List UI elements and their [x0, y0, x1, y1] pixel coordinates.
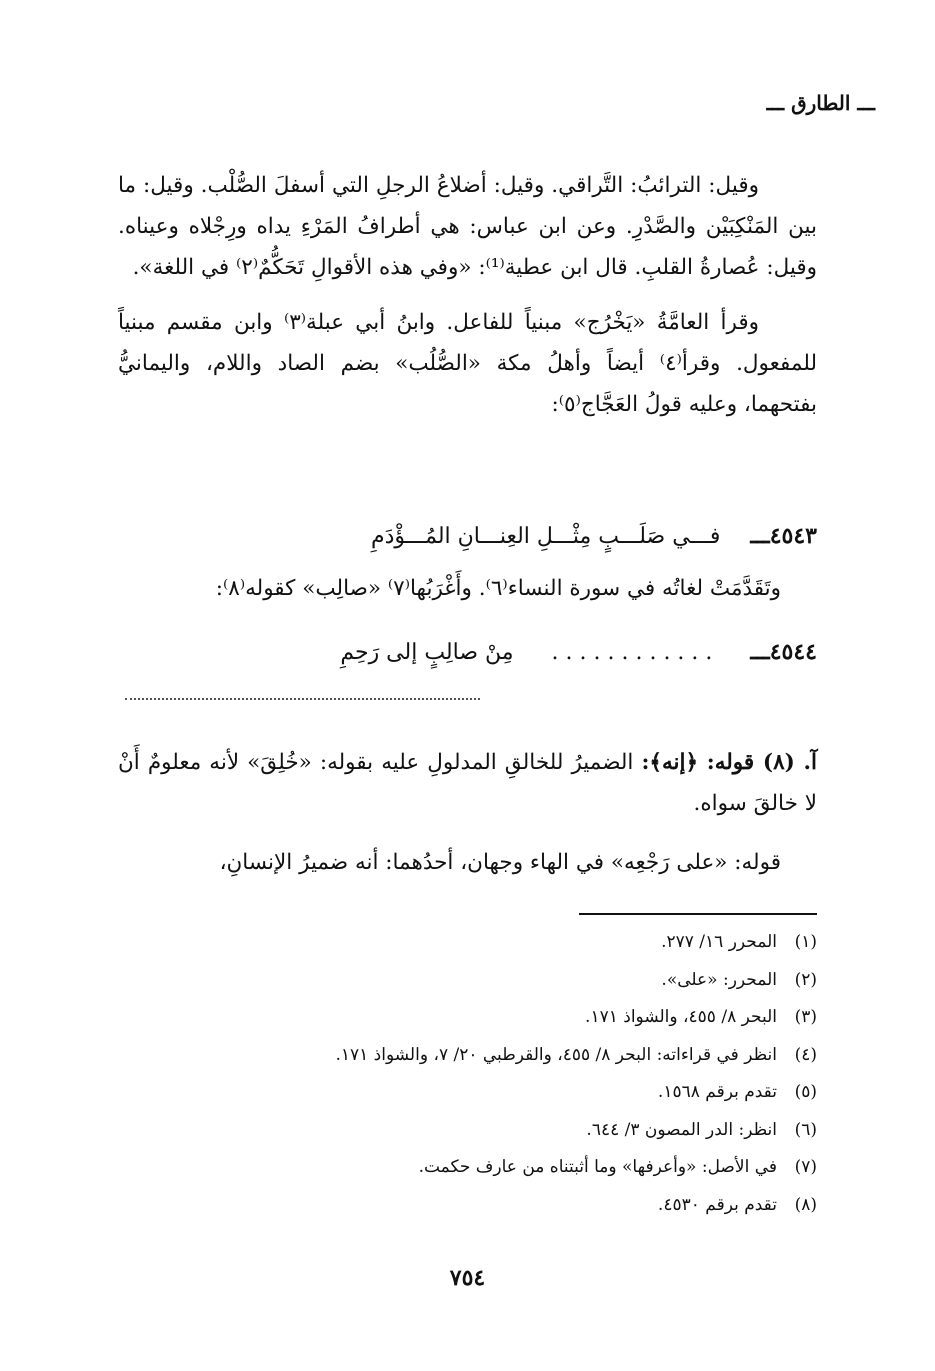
footnote-number: (٧) [794, 1157, 817, 1177]
footnotes-list [118, 924, 817, 1224]
footnote-item [118, 1112, 817, 1150]
ayah-reference: آ. (٨) قوله: ﴿إنه﴾: [641, 750, 817, 775]
after-verse-line [118, 568, 817, 609]
footnote-number: (٢) [794, 969, 817, 990]
footnote-text: انظر في قراءاته: البحر ٨/ ٤٥٥، والقرطبي ٢٠/ ٧، والشواذ ١٧١. [335, 1044, 777, 1065]
footnote-item [118, 924, 817, 962]
running-header: ـــ الطارق ـــ [766, 91, 875, 115]
verse-number: ٤٥٤٤ـــ [750, 639, 817, 665]
commentary-section [118, 742, 817, 883]
footnote-item [118, 999, 817, 1037]
main-text [118, 165, 817, 425]
verse-text: فـــي صَلَـــبٍ مِثْـــلِ العِنـــانِ المُـــؤْدَمِ [370, 524, 721, 549]
footnote-item [118, 1187, 817, 1225]
paragraph-lughat: وتَقَدَّمَتْ لغاتُه في سورة النساء⁽٦⁾. وأَغْرَبُها⁽٧⁾ «صالِب» كقوله⁽٨⁾: [215, 576, 781, 601]
paragraph-innahu [118, 742, 817, 824]
verse-dots: . . . . . . . . . . . . [551, 640, 713, 665]
paragraph-taraib: وقيل: الترائبُ: التَّراقي. وقيل: أضلاعُ الرجلِ التي أسفلَ الصُّلْب. وقيل: ما بين المَنْكِبَيْن والصَّدْرِ. وعن ابن عباس: هي أطرافُ المَرْءِ يداه ورِجْلاه وعيناه. وقيل: عُصارةُ القلبِ. قال ابن عطية⁽¹⁾: «وفي هذه الأقوالِ تَحَكُّمٌ⁽٢⁾ في اللغة». [118, 173, 817, 280]
footnote-item [118, 962, 817, 1000]
footnote-number: (٦) [794, 1119, 817, 1140]
dotted-separator [125, 698, 480, 700]
footnote-text: المحرر ١٦/ ٢٧٧. [661, 932, 777, 952]
footnote-number: (٤) [794, 1044, 817, 1065]
footnote-item [118, 1074, 817, 1112]
footnote-text: المحرر: «على». [661, 969, 777, 990]
footnote-text: انظر: الدر المصون ٣/ ٦٤٤. [586, 1119, 777, 1140]
paragraph-rajih: قوله: «على رَجْعِه» في الهاء وجهان، أحدُهما: أنه ضميرُ الإنسانِ، [219, 850, 781, 875]
verse-text: مِنْ صالِبٍ إلى رَحِمِ [340, 640, 514, 665]
footnote-number: (١) [794, 932, 817, 952]
footnote-number: (٣) [794, 1007, 817, 1027]
footnote-text: البحر ٨/ ٤٥٥، والشواذ ١٧١. [585, 1007, 777, 1027]
footnote-number: (٨) [794, 1194, 817, 1215]
paragraph-qiraat: وقرأ العامَّةُ «يَخْرُج» مبنياً للفاعل. وابنُ أبي عبلة⁽٣⁾ وابن مقسم مبنياً للمفعول. وقرأ⁽٤⁾ أيضاً وأهلُ مكة «الصُّلُب» بضم الصاد واللام، واليمانيُّ بفتحهما، وعليه قولُ العَجَّاج⁽٥⁾: [118, 310, 818, 417]
footnote-text: في الأصل: «وأعرفها» وما أثبتناه من عارف حكمت. [418, 1157, 777, 1177]
footnote-number: (٥) [794, 1082, 817, 1102]
ayah-commentary: الضميرُ للخالقِ المدلولِ عليه بقوله: «خُلِقَ» لأنه معلومٌ أَنْ لا خالقَ سواه. [118, 750, 817, 816]
footnote-rule [579, 913, 817, 915]
verse-4543 [118, 516, 817, 557]
footnote-item [118, 1149, 817, 1187]
verse-number: ٤٥٤٣ـــ [750, 523, 817, 549]
verse-4544 [118, 632, 817, 673]
footnote-text: تقدم برقم ١٥٦٨. [657, 1082, 777, 1102]
footnote-item [118, 1037, 817, 1075]
page-number: ٧٥٤ [449, 1265, 486, 1291]
footnote-text: تقدم برقم ٤٥٣٠. [657, 1194, 777, 1215]
